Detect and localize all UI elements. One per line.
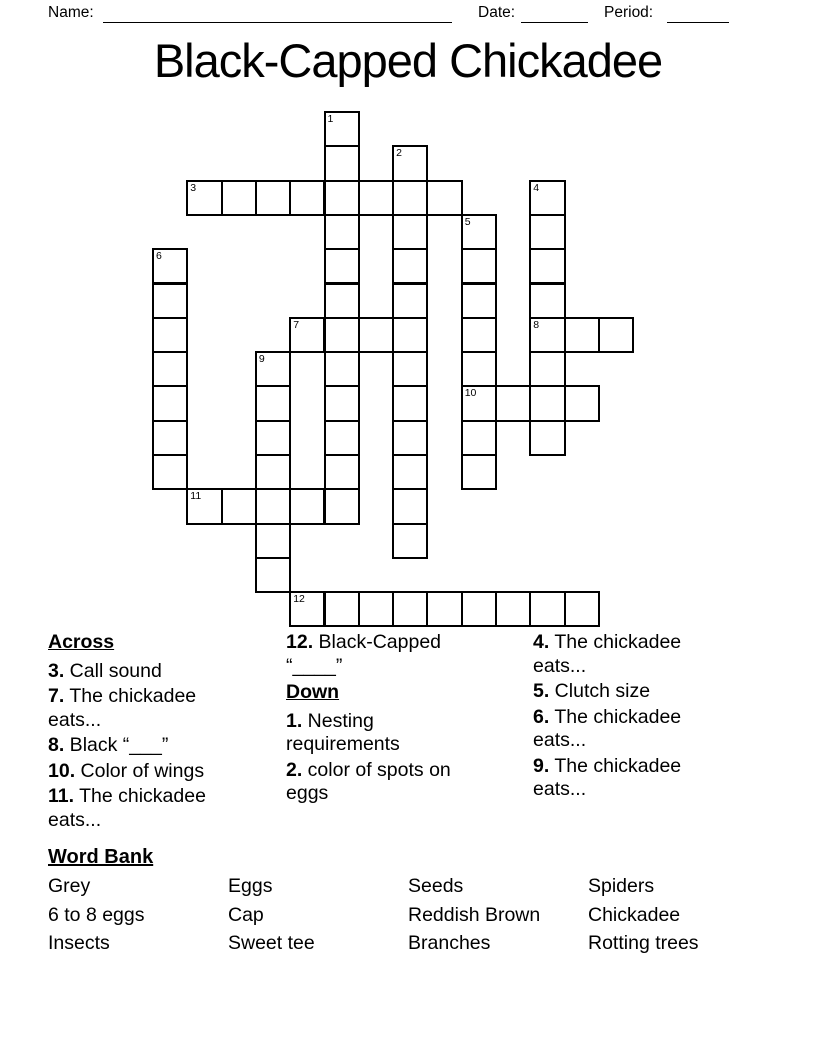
word-bank-column <box>48 872 145 958</box>
grid-cell[interactable] <box>598 317 634 353</box>
word-bank-item: Reddish Brown <box>408 903 541 926</box>
grid-cell[interactable] <box>221 180 257 216</box>
word-bank-item: Spiders <box>588 875 655 897</box>
clue-item-1: 1. Nesting requirements <box>286 709 400 755</box>
cell-number: 6 <box>156 250 162 263</box>
grid-cell[interactable] <box>529 351 565 387</box>
grid-cell[interactable] <box>495 591 531 627</box>
grid-cell-7[interactable] <box>289 317 325 353</box>
grid-cell[interactable] <box>461 420 497 456</box>
clue-item-2: 2. color of spots on eggs <box>286 758 451 804</box>
grid-cell[interactable] <box>152 283 188 319</box>
clue-number: 12. <box>286 631 314 653</box>
grid-cell[interactable] <box>255 488 291 524</box>
grid-cell[interactable] <box>324 385 360 421</box>
clue-column-across <box>48 631 243 834</box>
grid-cell[interactable] <box>426 591 462 627</box>
grid-cell[interactable] <box>392 351 428 387</box>
clue-column-middle <box>286 631 483 808</box>
grid-cell[interactable] <box>255 420 291 456</box>
grid-cell[interactable] <box>461 248 497 284</box>
grid-cell[interactable] <box>255 454 291 490</box>
grid-cell[interactable] <box>392 283 428 319</box>
grid-cell[interactable] <box>529 420 565 456</box>
cell-number: 9 <box>258 353 265 366</box>
cell-number: 3 <box>190 181 197 194</box>
grid-cell[interactable] <box>289 180 325 216</box>
grid-cell[interactable] <box>392 488 428 524</box>
clue-item-12: 12. Black-Capped “____” <box>286 631 442 677</box>
grid-cell[interactable] <box>564 591 600 627</box>
grid-cell[interactable] <box>392 420 428 456</box>
cell-number: 5 <box>464 215 471 228</box>
grid-cell[interactable] <box>324 145 360 181</box>
clue-number: 7. <box>48 685 65 707</box>
clue-item-10: 10. Color of wings <box>48 759 205 782</box>
clue-item-9: 9. The chickadee eats... <box>533 754 682 800</box>
grid-cell[interactable] <box>358 180 394 216</box>
word-bank-item: Seeds <box>408 875 464 897</box>
grid-cell[interactable] <box>289 488 325 524</box>
grid-cell[interactable] <box>358 591 394 627</box>
grid-cell[interactable] <box>426 180 462 216</box>
grid-cell[interactable] <box>324 488 360 524</box>
grid-cell-12[interactable] <box>289 591 325 627</box>
clue-column-down <box>533 631 723 804</box>
cell-number: 7 <box>293 318 300 331</box>
grid-cell[interactable] <box>324 248 360 284</box>
word-bank-item: Insects <box>48 932 110 955</box>
clue-number: 10. <box>48 759 76 782</box>
word-bank-item: Sweet tee <box>228 932 315 955</box>
clue-number: 9. <box>533 754 550 777</box>
cell-number: 8 <box>533 318 540 331</box>
clue-item-8: 8. Black “___” <box>48 734 169 756</box>
grid-cell[interactable] <box>324 214 360 250</box>
word-bank-item: Eggs <box>228 875 273 897</box>
cell-number: 10 <box>464 387 477 400</box>
grid-cell[interactable] <box>461 351 497 387</box>
grid-cell[interactable] <box>255 557 291 593</box>
word-bank-item: Grey <box>48 875 91 897</box>
clue-number: 4. <box>533 631 550 653</box>
grid-cell[interactable] <box>529 385 565 421</box>
grid-cell[interactable] <box>461 591 497 627</box>
across-heading: Across <box>48 631 115 653</box>
clue-item-4: 4. The chickadee eats... <box>533 631 682 677</box>
grid-cell[interactable] <box>324 317 360 353</box>
period-input-line[interactable] <box>667 6 729 23</box>
grid-cell[interactable] <box>392 523 428 559</box>
clue-number: 1. <box>286 709 303 732</box>
grid-cell[interactable] <box>324 591 360 627</box>
grid-cell[interactable] <box>392 180 428 216</box>
cell-number: 1 <box>327 113 334 125</box>
grid-cell[interactable] <box>529 214 565 250</box>
clue-number: 6. <box>533 705 550 728</box>
name-label: Name: <box>48 4 94 21</box>
word-bank-item: Branches <box>408 932 491 955</box>
clue-item-6: 6. The chickadee eats... <box>533 705 682 751</box>
name-input-line[interactable] <box>103 6 452 23</box>
cell-number: 4 <box>533 181 540 194</box>
grid-cell[interactable] <box>358 317 394 353</box>
grid-cell[interactable] <box>392 385 428 421</box>
grid-cell[interactable] <box>392 591 428 627</box>
word-bank-heading: Word Bank <box>48 846 154 868</box>
grid-cell[interactable] <box>324 454 360 490</box>
grid-cell[interactable] <box>529 248 565 284</box>
page-title: Black-Capped Chickadee <box>153 34 663 87</box>
clue-item-7: 7. The chickadee eats... <box>48 685 197 731</box>
grid-cell-6[interactable] <box>152 248 188 284</box>
grid-cell-5[interactable] <box>461 214 497 250</box>
grid-cell[interactable] <box>152 317 188 353</box>
word-bank-column <box>588 872 699 958</box>
date-label: Date: <box>478 4 516 21</box>
grid-cell[interactable] <box>324 420 360 456</box>
grid-cell-9[interactable] <box>255 351 291 387</box>
grid-cell[interactable] <box>255 523 291 559</box>
grid-cell[interactable] <box>255 385 291 421</box>
grid-cell[interactable] <box>152 351 188 387</box>
grid-cell[interactable] <box>461 317 497 353</box>
grid-cell[interactable] <box>152 420 188 456</box>
clue-item-5: 5. Clutch size <box>533 680 651 702</box>
grid-cell[interactable] <box>529 283 565 319</box>
grid-cell[interactable] <box>152 454 188 490</box>
grid-cell[interactable] <box>461 283 497 319</box>
word-bank-item: Chickadee <box>588 903 681 926</box>
grid-cell[interactable] <box>392 454 428 490</box>
word-bank-item: Rotting trees <box>588 932 699 955</box>
grid-cell[interactable] <box>564 385 600 421</box>
clue-number: 3. <box>48 659 65 682</box>
grid-cell[interactable] <box>221 488 257 524</box>
grid-cell[interactable] <box>529 591 565 627</box>
word-bank-column <box>228 872 315 958</box>
grid-cell[interactable] <box>392 248 428 284</box>
word-bank-item: 6 to 8 eggs <box>48 903 145 926</box>
grid-cell[interactable] <box>564 317 600 353</box>
period-label: Period: <box>604 4 654 21</box>
grid-cell[interactable] <box>392 214 428 250</box>
clue-number: 8. <box>48 734 65 756</box>
clue-item-3: 3. Call sound <box>48 659 162 682</box>
clue-number: 11. <box>48 785 75 807</box>
grid-cell-1[interactable] <box>324 111 360 147</box>
grid-cell[interactable] <box>392 317 428 353</box>
grid-cell-3[interactable] <box>186 180 222 216</box>
grid-cell[interactable] <box>324 180 360 216</box>
down-heading: Down <box>286 681 340 703</box>
grid-cell[interactable] <box>324 351 360 387</box>
grid-cell[interactable] <box>255 180 291 216</box>
cell-number: 12 <box>293 593 305 606</box>
grid-cell[interactable] <box>152 385 188 421</box>
clue-item-11: 11. The chickadee eats... <box>48 785 206 831</box>
grid-cell-11[interactable] <box>186 488 222 524</box>
clue-number: 2. <box>286 758 303 781</box>
cell-number: 11 <box>190 490 202 503</box>
grid-cell[interactable] <box>495 385 531 421</box>
grid-cell-2[interactable] <box>392 145 428 181</box>
grid-cell[interactable] <box>324 283 360 319</box>
grid-cell-4[interactable] <box>529 180 565 216</box>
grid-cell-10[interactable] <box>461 385 497 421</box>
grid-cell-8[interactable] <box>529 317 565 353</box>
grid-cell[interactable] <box>461 454 497 490</box>
cell-number: 2 <box>396 147 402 160</box>
word-bank-item: Cap <box>228 903 264 926</box>
word-bank-column <box>408 872 540 958</box>
clue-number: 5. <box>533 680 550 702</box>
date-input-line[interactable] <box>521 6 588 23</box>
